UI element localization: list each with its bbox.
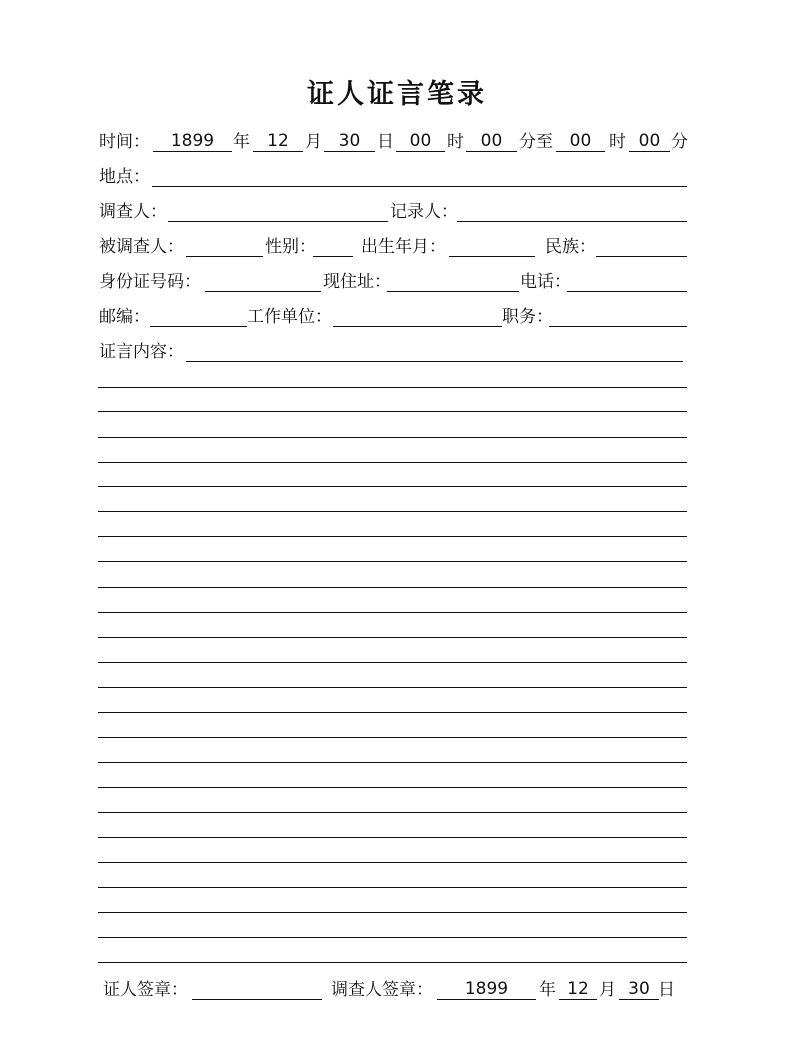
recorder-field[interactable] [457, 200, 687, 222]
content-line [98, 561, 687, 562]
sign-month-label: 月 [599, 980, 616, 1000]
postcode-label: 邮编： [99, 307, 150, 327]
position-field[interactable] [549, 305, 687, 327]
document-title: 证人证言笔录 [307, 79, 487, 110]
content-line [98, 712, 687, 713]
content-line [98, 812, 687, 813]
content-line [98, 411, 687, 412]
sign-month-field[interactable]: 12 [559, 978, 597, 1000]
sign-day-label: 日 [658, 980, 675, 1000]
sign-year-field[interactable]: 1899 [437, 978, 536, 1000]
id-number-label: 身份证号码： [99, 272, 201, 292]
start-hour-label: 时 [447, 132, 464, 152]
content-line [98, 787, 687, 788]
location-field[interactable] [152, 165, 687, 187]
respondent-field[interactable] [186, 235, 263, 257]
day-label: 日 [377, 132, 394, 152]
ethnicity-field[interactable] [596, 235, 687, 257]
employer-field[interactable] [333, 305, 502, 327]
location-label: 地点： [99, 167, 150, 187]
phone-label: 电话： [520, 272, 571, 292]
content-line [98, 687, 687, 688]
id-number-field[interactable] [205, 270, 321, 292]
content-line [98, 387, 687, 388]
year-label: 年 [233, 132, 250, 152]
birth-field[interactable] [449, 235, 535, 257]
content-first-line[interactable] [186, 340, 683, 362]
investigator-label: 调查人： [99, 202, 167, 222]
time-label: 时间： [99, 132, 150, 152]
sign-day-field[interactable]: 30 [619, 978, 659, 1000]
address-field[interactable] [387, 270, 519, 292]
content-line [98, 612, 687, 613]
investigator-sign-label: 调查人签章： [331, 980, 433, 1000]
content-line [98, 511, 687, 512]
content-line [98, 887, 687, 888]
content-line [98, 637, 687, 638]
phone-field[interactable] [567, 270, 687, 292]
content-line [98, 862, 687, 863]
minute-to-label: 分至 [519, 132, 553, 152]
content-line [98, 737, 687, 738]
content-line [98, 462, 687, 463]
start-minute-field[interactable]: 00 [466, 130, 517, 152]
end-minute-label: 分 [671, 132, 688, 152]
sign-year-label: 年 [539, 980, 556, 1000]
recorder-label: 记录人： [390, 202, 458, 222]
content-line [98, 837, 687, 838]
content-line [98, 662, 687, 663]
content-line [98, 912, 687, 913]
content-label: 证言内容： [99, 342, 184, 362]
end-hour-field[interactable]: 00 [556, 130, 605, 152]
ethnicity-label: 民族： [545, 237, 596, 257]
end-hour-label: 时 [609, 132, 626, 152]
witness-sign-field[interactable] [192, 978, 322, 1000]
gender-field[interactable] [313, 235, 353, 257]
start-hour-field[interactable]: 00 [396, 130, 445, 152]
month-field[interactable]: 12 [253, 130, 303, 152]
position-label: 职务： [502, 307, 553, 327]
content-line [98, 937, 687, 938]
gender-label: 性别： [265, 237, 316, 257]
year-field[interactable]: 1899 [153, 130, 232, 152]
birth-label: 出生年月： [361, 237, 446, 257]
content-line [98, 962, 687, 963]
end-minute-field[interactable]: 00 [629, 130, 670, 152]
content-line [98, 587, 687, 588]
month-label: 月 [305, 132, 322, 152]
postcode-field[interactable] [150, 305, 247, 327]
employer-label: 工作单位： [247, 307, 332, 327]
investigator-field[interactable] [168, 200, 388, 222]
content-line [98, 762, 687, 763]
respondent-label: 被调查人： [99, 237, 184, 257]
address-label: 现住址： [323, 272, 391, 292]
witness-sign-label: 证人签章： [103, 980, 188, 1000]
content-line [98, 536, 687, 537]
day-field[interactable]: 30 [324, 130, 375, 152]
content-line [98, 437, 687, 438]
content-line [98, 486, 687, 487]
